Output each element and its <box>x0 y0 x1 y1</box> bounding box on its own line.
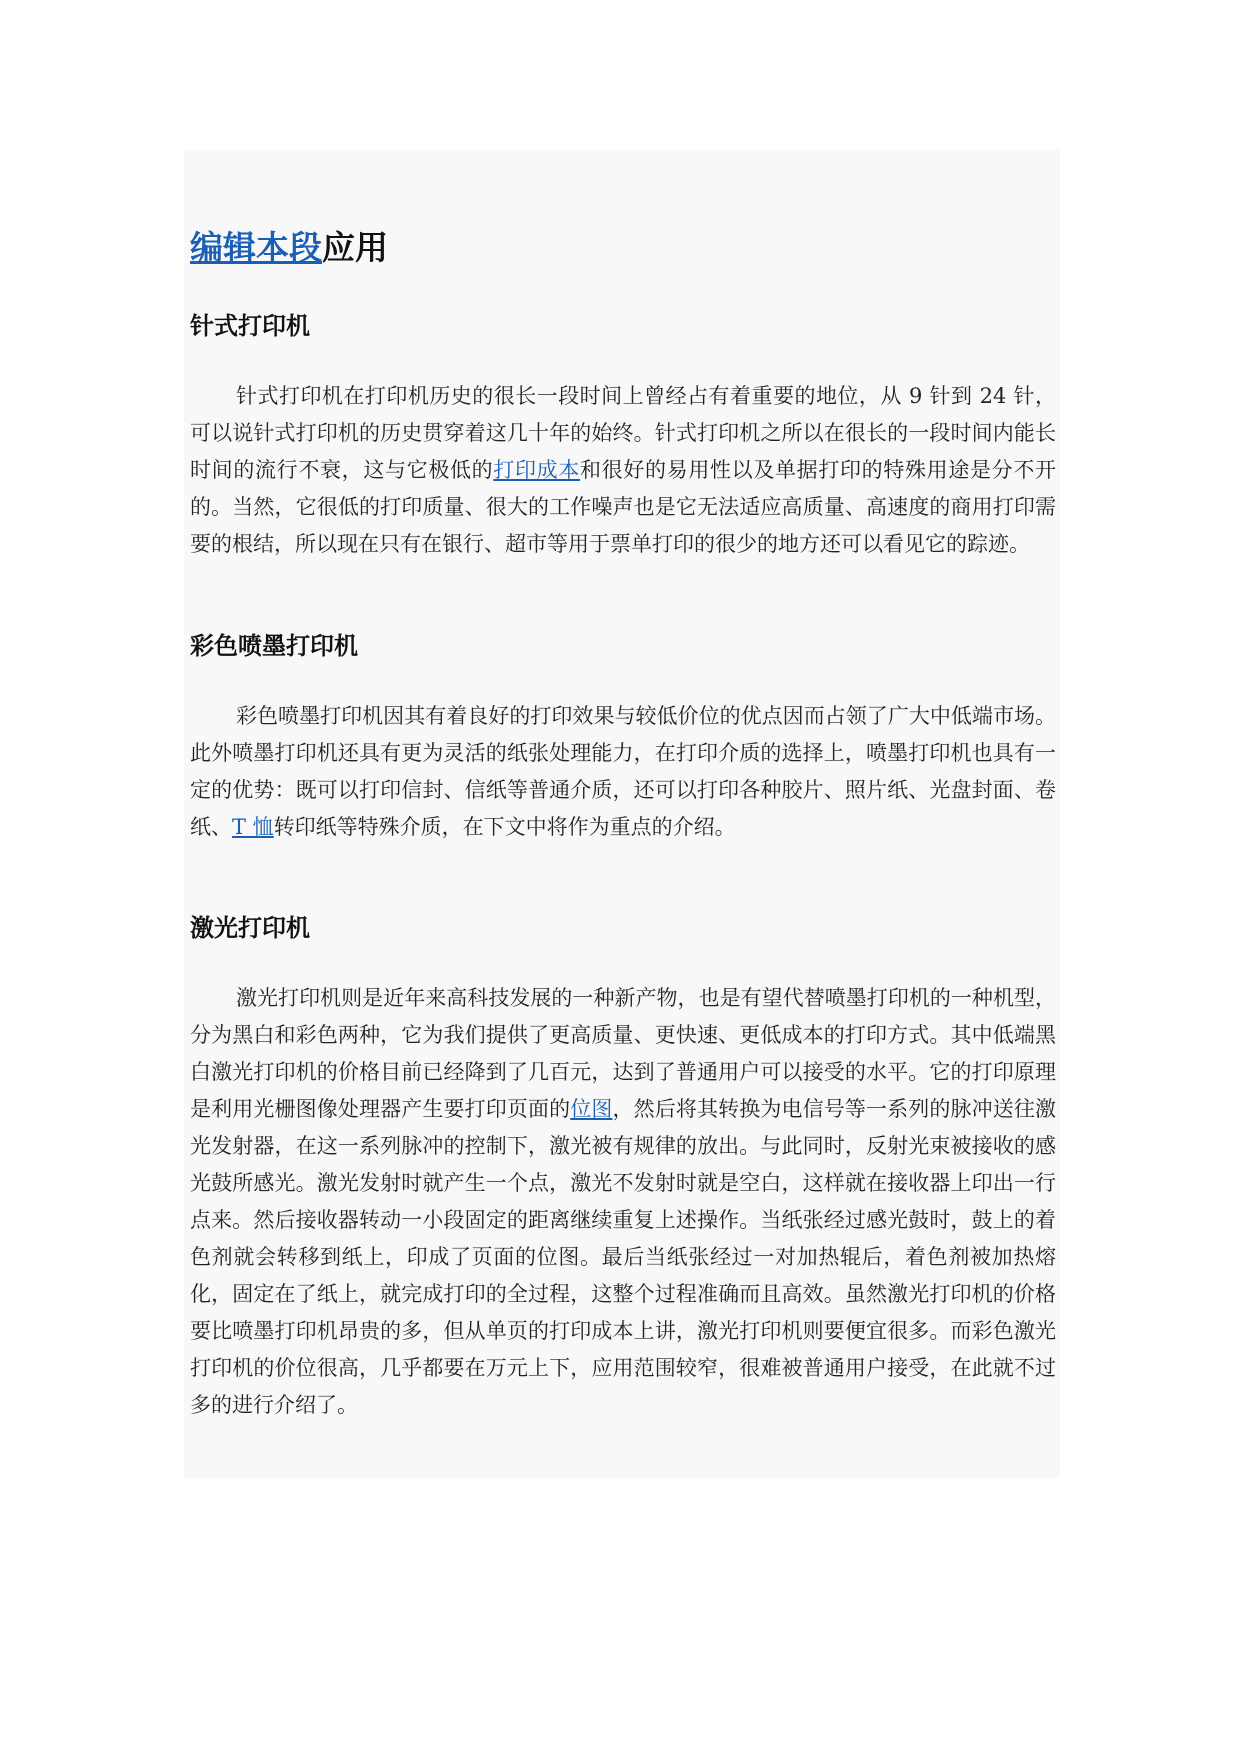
paragraph-text: 激光打印机则是近年来高科技发展的一种新产物，也是有望代替喷墨打印机的一种机型，分为黑白和彩色两种，它为我们提供了更高质量、更快速、更低成本的打印方式。其中低端黑白激光打印机的价格目前已经降到了几百元，达到了普通用户可以接受的水平。它的打印原理是利用光栅图像处理器产生要打印页面的 <box>190 986 1056 1121</box>
paragraph-text: ，然后将其转换为电信号等一系列的脉冲送往激光发射器，在这一系列脉冲的控制下，激光被有规律的放出。与此同时，反射光束被接收的感光鼓所感光。激光发射时就产生一个点，激光不发射时就是空白，这样就在接收器上印出一行点来。然后接收器转动一小段固定的距离继续重复上述操作。当纸张经过感光鼓时，鼓上的着色剂就会转移到纸上，印成了页面的位图。最后当纸张经过一对加热辊后，着色剂被加热熔化，固定在了纸上，就完成打印的全过程，这整个过程准确而且高效。虽然激光打印机的价格要比喷墨打印机昂贵的多，但从单页的打印成本上讲，激光打印机则要便宜很多。而彩色激光打印机的价位很高，几乎都要在万元上下，应用范围较窄，很难被普通用户接受，在此就不过多的进行介绍了。 <box>190 1097 1056 1417</box>
paragraph-inkjet <box>190 698 1056 846</box>
section-title: 应用 <box>322 228 388 267</box>
paragraph-laser <box>190 980 1056 1424</box>
paragraph-text: 针式打印机在打印机历史的很长一段时间上曾经占有着重要的地位，从 9 针到 24 针，可以说针式打印机的历史贯穿着这几十年的始终。针式打印机之所以在很长的一段时间内能长时间的流行不衰，这与它极低的 <box>190 384 1056 482</box>
content-panel <box>184 150 1060 1478</box>
paragraph-text: 转印纸等特殊介质，在下文中将作为重点的介绍。 <box>273 815 736 839</box>
bitmap-link[interactable]: 位图 <box>570 1097 613 1121</box>
paragraph-text: 彩色喷墨打印机因其有着良好的打印效果与较低价位的优点因而占领了广大中低端市场。此外喷墨打印机还具有更为灵活的纸张处理能力，在打印介质的选择上，喷墨打印机也具有一定的优势：既可以打印信封、信纸等普通介质，还可以打印各种胶片、照片纸、光盘封面、卷纸、 <box>190 704 1056 839</box>
subsection-heading-inkjet: 彩色喷墨打印机 <box>190 632 358 660</box>
edit-section-link[interactable]: 编辑本段 <box>190 228 322 267</box>
t-shirt-link[interactable]: T 恤 <box>232 815 274 839</box>
print-cost-link[interactable]: 打印成本 <box>493 458 581 482</box>
paragraph-dot-matrix <box>190 378 1056 563</box>
subsection-heading-dot-matrix: 针式打印机 <box>190 312 310 340</box>
subsection-heading-laser: 激光打印机 <box>190 914 310 942</box>
section-heading <box>190 226 388 270</box>
paragraph-text: 和很好的易用性以及单据打印的特殊用途是分不开的。当然，它很低的打印质量、很大的工作噪声也是它无法适应高质量、高速度的商用打印需要的根结，所以现在只有在银行、超市等用于票单打印的很少的地方还可以看见它的踪迹。 <box>190 458 1057 556</box>
